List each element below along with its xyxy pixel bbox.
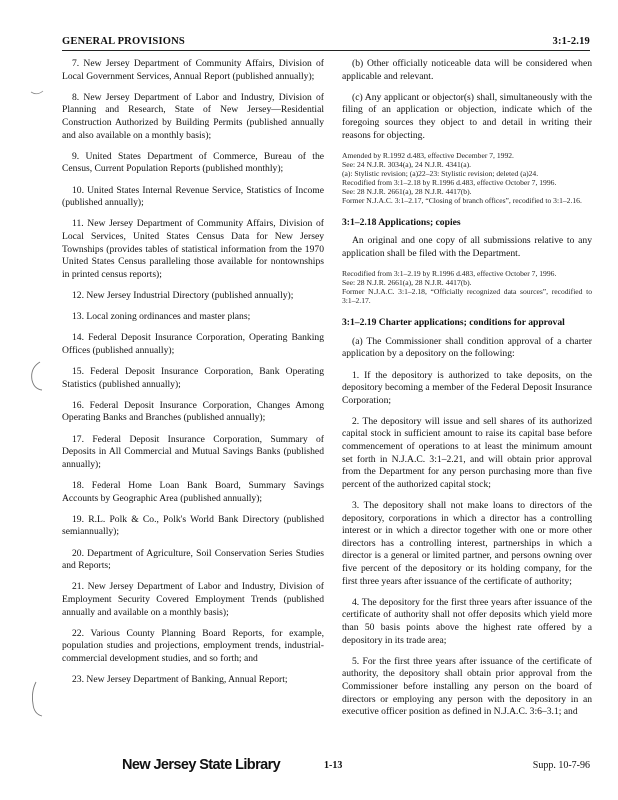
source-list-item: 19. R.L. Polk & Co., Polk's World Bank Directory (published semiannually);	[62, 513, 324, 538]
source-list-item: 14. Federal Deposit Insurance Corporation, Operating Banking Offices (published annually);	[62, 332, 324, 356]
source-list-item: 18. Federal Home Loan Bank Board, Summary Savings Accounts by Geographic Area (published annually);	[62, 479, 324, 504]
section-heading-3-1-2-18: 3:1–2.18 Applications; copies	[342, 216, 461, 228]
section-3-1-2-19-intro: (a) The Commissioner shall condition approval of a charter application by a depository on the following:	[342, 335, 592, 360]
source-list-item: 16. Federal Deposit Insurance Corporation, Changes Among Operating Banks and Branches (published annually);	[62, 399, 324, 424]
source-list-item: 10. United States Internal Revenue Service, Statistics of Income (published annually);	[62, 184, 324, 209]
history-note-line: Recodified from 3:1–2.19 by R.1996 d.483, effective October 7, 1996.	[342, 269, 557, 279]
punch-hole-icon	[28, 680, 44, 720]
source-list-item: 20. Department of Agriculture, Soil Conservation Series Studies and Reports;	[62, 547, 324, 572]
page-footer	[62, 757, 590, 775]
condition-item: 2. The depository will issue and sell shares of its authorized capital stock in sufficient amount to raise its capital base before commencement of operations to at least the minimum amount set forth in N.J.A.C. 3:1–2.21, and will obtain prior approval from the Department for any person purchasing more than five percent of the authorized capital stock;	[342, 415, 592, 490]
source-list-item: 23. New Jersey Department of Banking, Annual Report;	[72, 674, 288, 686]
history-note	[342, 269, 592, 305]
history-note-line: See: 28 N.J.R. 2661(a), 28 N.J.R. 4417(b).	[342, 278, 472, 288]
source-list-item: 7. New Jersey Department of Community Affairs, Division of Local Government Services, Annual Report (published annually);	[62, 58, 324, 82]
paragraph-c: (c) Any applicant or objector(s) shall, simultaneously with the filing of an application or objection, indicate which of the foregoing sources they object to and detail in writing their reasons for objecting.	[342, 91, 592, 141]
condition-list	[342, 370, 592, 719]
source-list-item: 22. Various County Planning Board Reports, for example, population studies and projections, employment trends, industrial-commercial development studies, and so forth; and	[62, 627, 324, 664]
source-list-item: 12. New Jersey Industrial Directory (published annually);	[72, 289, 294, 301]
section-3-1-2-18-text: An original and one copy of all submissions relative to any application shall be filed with the Department.	[342, 235, 592, 259]
condition-item: 5. For the first three years after issuance of the certificate of authority, the depository shall obtain prior approval from the Commissioner before installing any person on the board of directors or employing any person with the depository in an executive officer position as defined in N.J.A.C. 3:6–3.1; and	[342, 655, 592, 718]
section-heading-3-1-2-19: 3:1–2.19 Charter applications; conditions for approval	[342, 317, 565, 329]
condition-item: 4. The depository for the first three years after issuance of the certificate of authority shall not offer deposits which yield more than 50 basis points above the highest rate offered by a depository in its trade area;	[342, 596, 592, 646]
source-list-item: 9. United States Department of Commerce, Bureau of the Census, Current Population Reports (published monthly);	[62, 150, 324, 175]
page-number: 1-13	[324, 760, 343, 771]
header-rule	[62, 50, 590, 51]
source-list-item: 21. New Jersey Department of Labor and Industry, Division of Employment Security Covered Employment Trends (published annually and available on a monthly basis);	[62, 581, 324, 618]
history-note-line: Recodified from 3:1–2.18 by R.1996 d.483, effective October 7, 1996.	[342, 177, 557, 187]
header-title: GENERAL PROVISIONS	[62, 36, 185, 47]
history-note-line: See: 28 N.J.R. 2661(a), 28 N.J.R. 4417(b).	[342, 186, 472, 196]
header-section-number: 3:1-2.19	[552, 36, 590, 47]
source-list-item: 8. New Jersey Department of Labor and Industry, Division of Planning and Research, State of New Jersey—Residential Construction Authorized by Building Permits (published annually and also available on a monthly basis);	[62, 91, 324, 141]
history-note-line: Former N.J.A.C. 3:1–2.17, “Closing of branch offices”, recodified to 3:1–2.16.	[342, 195, 582, 205]
left-column	[62, 58, 324, 695]
paragraph-b: (b) Other officially noticeable data will be considered when applicable and relevant.	[342, 58, 592, 82]
history-note-line: (a): Stylistic revision; (a)22–23: Stylistic revision; deleted (a)24.	[342, 168, 539, 178]
right-column	[342, 58, 592, 727]
source-list-item: 17. Federal Deposit Insurance Corporation, Summary of Deposits in All Commercial and Mutual Savings Banks (published annually);	[62, 433, 324, 470]
condition-item: 1. If the depository is authorized to take deposits, on the depository becoming a member of the Federal Deposit Insurance Corporation;	[342, 369, 592, 406]
history-note-line: Former N.J.A.C. 3:1–2.18, “Officially recognized data sources”, recodified to 3:1–2.17.	[342, 287, 592, 306]
running-header	[62, 36, 590, 50]
punch-mark-icon	[30, 86, 44, 100]
punch-hole-icon	[28, 360, 44, 392]
history-note-line: Amended by R.1992 d.483, effective December 7, 1992.	[342, 150, 514, 160]
library-stamp: New Jersey State Library	[122, 757, 281, 773]
history-note	[342, 151, 592, 205]
source-list-item: 11. New Jersey Department of Community Affairs, Division of Local Services, United States Census Data for New Jersey Townships (provides tables of statistical information from the 1970 United States Census paralleling those available for nontownships in printed census reports);	[62, 218, 324, 280]
supplement-date: Supp. 10-7-96	[532, 760, 590, 771]
condition-item: 3. The depository shall not make loans to directors of the depository, corporations in which a director has a controlling interest or in which a director together with one or more other directors has a controlling interest, partnerships in which a director is a general or limited partner, and persons owning over five percent of the depository or its holding company, for the first three years after issuance of the certificate of authority;	[342, 500, 592, 587]
source-list-item: 15. Federal Deposit Insurance Corporation, Bank Operating Statistics (published annually);	[62, 366, 324, 390]
source-list-item: 13. Local zoning ordinances and master plans;	[72, 311, 251, 323]
history-note-line: See: 24 N.J.R. 3034(a), 24 N.J.R. 4341(a).	[342, 159, 472, 169]
